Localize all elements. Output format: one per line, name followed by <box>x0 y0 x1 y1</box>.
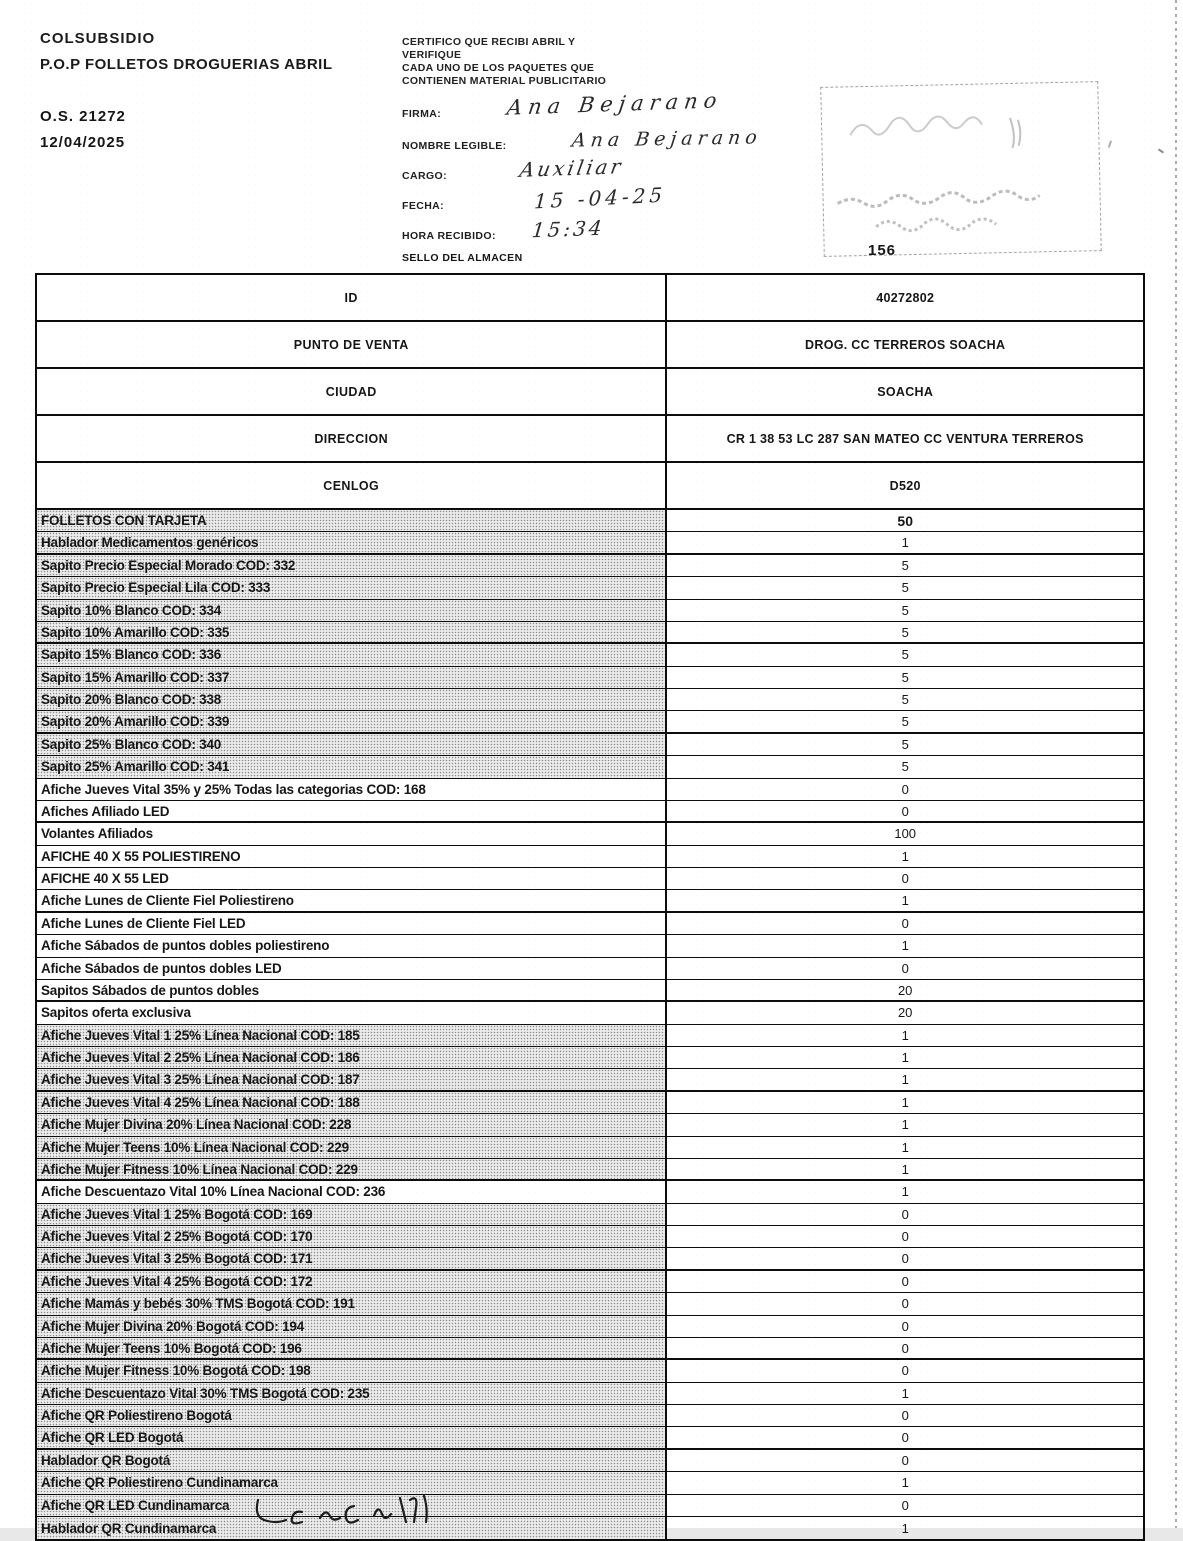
fecha-label: FECHA: <box>402 200 445 212</box>
item-qty-cell: 0 <box>901 1296 909 1312</box>
table-row <box>37 1271 1143 1293</box>
item-name-cell: Afiche Lunes de Cliente Fiel LED <box>37 913 667 934</box>
item-qty-cell: 1 <box>901 1385 909 1401</box>
item-qty-cell: 0 <box>901 1452 909 1468</box>
item-qty-cell: 1 <box>901 1161 909 1177</box>
item-name-cell: Afiche Jueves Vital 4 25% Bogotá COD: 172 <box>37 1271 667 1292</box>
item-qty-cell: 0 <box>901 1340 909 1356</box>
item-name-cell: Afiche QR LED Bogotá <box>37 1427 667 1447</box>
table-row <box>37 577 1143 599</box>
item-qty-cell: 5 <box>901 647 909 663</box>
delivery-table <box>35 273 1145 1541</box>
table-row <box>37 958 1143 980</box>
table-row <box>37 1360 1143 1382</box>
item-qty-cell: 1 <box>901 1027 909 1043</box>
table-row <box>37 1338 1143 1360</box>
item-name-cell: Afiche Jueves Vital 1 25% Bogotá COD: 169 <box>37 1204 667 1225</box>
certification-text <box>402 36 732 88</box>
table-row <box>37 1002 1143 1024</box>
table-row <box>37 667 1143 689</box>
handwritten-name: Ana Bejarano <box>570 126 764 152</box>
item-qty-cell: 0 <box>901 960 909 976</box>
item-name-cell: Afiche Mujer Divina 20% Línea Nacional COD: 228 <box>37 1114 667 1135</box>
item-qty-cell: 5 <box>901 736 909 752</box>
cargo-label: CARGO: <box>402 170 447 182</box>
table-row <box>37 1293 1143 1315</box>
item-name-cell: Afiche Mamás y bebés 30% TMS Bogotá COD: 191 <box>37 1293 667 1314</box>
scan-edge-artifact <box>1175 0 1177 1528</box>
item-qty-cell: 20 <box>897 1005 913 1021</box>
info-label-cell: PUNTO DE VENTA <box>37 322 667 367</box>
cert-line-1: CERTIFICO QUE RECIBI ABRIL Y <box>402 36 576 48</box>
table-row <box>37 644 1143 666</box>
table-row <box>37 1248 1143 1270</box>
table-row <box>37 935 1143 957</box>
item-qty-cell: 5 <box>901 692 909 708</box>
item-qty-cell: 1 <box>901 1520 909 1536</box>
table-row <box>37 913 1143 935</box>
item-qty-cell: 1 <box>901 1050 909 1066</box>
item-qty-cell: 5 <box>901 602 909 618</box>
item-name-cell: Sapito 10% Blanco COD: 334 <box>37 600 667 621</box>
info-label-cell: CIUDAD <box>37 369 667 414</box>
item-name-cell: Afiche QR LED Cundinamarca <box>37 1495 667 1516</box>
item-name-cell: Sapito 25% Blanco COD: 340 <box>37 734 667 755</box>
item-name-cell: Afiche Descuentazo Vital 10% Línea Nacional COD: 236 <box>37 1181 667 1202</box>
item-qty-cell: 0 <box>901 871 909 887</box>
item-name-cell: Afiche Mujer Teens 10% Bogotá COD: 196 <box>37 1338 667 1358</box>
item-qty-cell: 0 <box>901 1229 909 1245</box>
cert-line-4: CONTIENEN MATERIAL PUBLICITARIO <box>402 75 607 87</box>
table-row <box>37 532 1143 554</box>
item-qty-cell: 0 <box>901 1318 909 1334</box>
item-qty-cell: 0 <box>901 1251 909 1267</box>
document-date: 12/04/2025 <box>40 134 126 151</box>
table-row <box>37 868 1143 890</box>
item-qty-cell: 0 <box>901 915 909 931</box>
table-row <box>37 555 1143 577</box>
table-row <box>37 1316 1143 1338</box>
item-name-cell: AFICHE 40 X 55 LED <box>37 868 667 889</box>
info-table-row <box>37 275 1143 322</box>
item-qty-cell: 1 <box>901 1117 909 1133</box>
header-left <box>40 30 400 73</box>
item-name-cell: Afiche Jueves Vital 1 25% Línea Nacional COD: 185 <box>37 1025 667 1046</box>
item-name-cell: Volantes Afiliados <box>37 823 667 844</box>
item-qty-cell: 5 <box>901 580 909 596</box>
item-name-cell: Sapito 10% Amarillo COD: 335 <box>37 622 667 642</box>
item-name-cell: Afiche Jueves Vital 3 25% Bogotá COD: 171 <box>37 1248 667 1268</box>
page-title: P.O.P FOLLETOS DROGUERIAS ABRIL <box>40 56 333 73</box>
item-qty-cell: 1 <box>901 848 909 864</box>
table-row <box>37 1226 1143 1248</box>
handwritten-signature: Ana Bejarano <box>505 88 725 120</box>
item-name-cell: Hablador QR Bogotá <box>37 1450 667 1471</box>
item-qty-cell: 0 <box>901 803 909 819</box>
item-name-cell: Sapito Precio Especial Morado COD: 332 <box>37 555 667 576</box>
item-qty-cell: 0 <box>901 1363 909 1379</box>
item-qty-cell: 100 <box>894 826 917 842</box>
item-name-cell: Afiche Lunes de Cliente Fiel Poliestireno <box>37 890 667 910</box>
warehouse-stamp <box>820 81 1101 257</box>
signature-fields <box>402 88 822 256</box>
info-table-row <box>37 416 1143 463</box>
item-name-cell: Afiches Afiliado LED <box>37 801 667 821</box>
table-row <box>37 1069 1143 1091</box>
hora-label: HORA RECIBIDO: <box>402 230 496 242</box>
table-row <box>37 711 1143 733</box>
cert-line-3: CADA UNO DE LOS PAQUETES QUE <box>402 62 595 74</box>
table-row <box>37 1092 1143 1114</box>
item-name-cell: Sapito 20% Blanco COD: 338 <box>37 689 667 710</box>
item-qty-cell: 1 <box>901 1475 909 1491</box>
item-name-cell: Afiche QR Poliestireno Cundinamarca <box>37 1472 667 1493</box>
item-rows <box>37 510 1143 1539</box>
item-name-cell: Afiche Mujer Teens 10% Línea Nacional COD: 229 <box>37 1137 667 1158</box>
item-name-cell: Afiche Jueves Vital 4 25% Línea Nacional COD: 188 <box>37 1092 667 1113</box>
item-name-cell: AFICHE 40 X 55 POLIESTIRENO <box>37 846 667 867</box>
handwritten-role: Auxiliar <box>517 154 626 182</box>
item-name-cell: Hablador Medicamentos genéricos <box>37 532 667 552</box>
info-label-cell: DIRECCION <box>37 416 667 461</box>
item-qty-cell: 1 <box>901 1139 909 1155</box>
table-row <box>37 779 1143 801</box>
item-qty-cell: 1 <box>901 1072 909 1088</box>
table-row <box>37 890 1143 912</box>
table-row <box>37 622 1143 644</box>
item-name-cell: Sapito Precio Especial Lila COD: 333 <box>37 577 667 598</box>
field-fecha <box>402 182 822 226</box>
item-qty-cell: 0 <box>901 1206 909 1222</box>
table-row <box>37 1495 1143 1517</box>
table-row <box>37 756 1143 778</box>
stamp-scribble-icon <box>821 82 1100 256</box>
item-name-cell: Afiche Mujer Divina 20% Bogotá COD: 194 <box>37 1316 667 1337</box>
order-number: O.S. 21272 <box>40 108 126 125</box>
scan-speck <box>1158 148 1164 153</box>
item-qty-cell: 1 <box>901 1184 909 1200</box>
item-name-cell: Afiche Mujer Fitness 10% Bogotá COD: 198 <box>37 1360 667 1381</box>
stamp-number: 156 <box>868 242 897 259</box>
item-name-cell: Afiche Sábados de puntos dobles poliestireno <box>37 935 667 956</box>
item-name-cell: Afiche Jueves Vital 2 25% Bogotá COD: 170 <box>37 1226 667 1247</box>
item-qty-cell: 1 <box>901 938 909 954</box>
handwritten-date: 15 -04-25 <box>533 182 667 214</box>
item-name-cell: Afiche Mujer Fitness 10% Línea Nacional COD: 229 <box>37 1159 667 1179</box>
handwritten-time: 15:34 <box>530 215 606 243</box>
info-value-cell: DROG. CC TERREROS SOACHA <box>805 337 1006 352</box>
item-qty-cell: 0 <box>901 1497 909 1513</box>
item-qty-cell: 20 <box>897 982 913 998</box>
item-name-cell: Sapitos oferta exclusiva <box>37 1002 667 1023</box>
table-row <box>37 510 1143 532</box>
item-name-cell: Sapito 25% Amarillo COD: 341 <box>37 756 667 777</box>
table-row <box>37 1405 1143 1427</box>
table-row <box>37 846 1143 868</box>
item-qty-cell: 1 <box>901 535 909 551</box>
table-row <box>37 734 1143 756</box>
table-row <box>37 801 1143 823</box>
item-qty-cell: 0 <box>901 1273 909 1289</box>
info-value-cell: CR 1 38 53 LC 287 SAN MATEO CC VENTURA TERREROS <box>726 431 1084 446</box>
item-qty-cell: 50 <box>897 512 913 529</box>
table-row <box>37 1137 1143 1159</box>
table-row <box>37 1517 1143 1539</box>
item-name-cell: Afiche Descuentazo Vital 30% TMS Bogotá COD: 235 <box>37 1383 667 1404</box>
info-rows <box>37 275 1143 510</box>
item-qty-cell: 0 <box>901 781 909 797</box>
item-name-cell: Afiche QR Poliestireno Bogotá <box>37 1405 667 1426</box>
table-row <box>37 1025 1143 1047</box>
item-name-cell: Afiche Jueves Vital 2 25% Línea Nacional COD: 186 <box>37 1047 667 1068</box>
item-qty-cell: 0 <box>901 1430 909 1446</box>
item-name-cell: FOLLETOS CON TARJETA <box>37 510 667 531</box>
item-name-cell: Hablador QR Cundinamarca <box>37 1517 667 1539</box>
item-name-cell: Sapito 20% Amarillo COD: 339 <box>37 711 667 731</box>
item-name-cell: Afiche Jueves Vital 3 25% Línea Nacional COD: 187 <box>37 1069 667 1089</box>
info-value-cell: SOACHA <box>877 384 934 399</box>
sello-almacen-label: SELLO DEL ALMACEN <box>402 252 523 264</box>
item-qty-cell: 5 <box>901 714 909 730</box>
table-row <box>37 980 1143 1002</box>
table-row <box>37 1159 1143 1181</box>
company-name: COLSUBSIDIO <box>40 30 156 47</box>
item-qty-cell: 1 <box>901 1094 909 1110</box>
table-row <box>37 1047 1143 1069</box>
table-row <box>37 689 1143 711</box>
item-name-cell: Sapito 15% Amarillo COD: 337 <box>37 667 667 688</box>
table-row <box>37 1450 1143 1472</box>
scan-speck <box>1104 139 1112 148</box>
table-row <box>37 600 1143 622</box>
info-label-cell: ID <box>37 275 667 320</box>
item-name-cell: Sapito 15% Blanco COD: 336 <box>37 644 667 665</box>
item-qty-cell: 0 <box>901 1408 909 1424</box>
item-qty-cell: 5 <box>901 669 909 685</box>
cert-line-2: VERIFIQUE <box>402 49 462 61</box>
info-table-row <box>37 463 1143 510</box>
firma-label: FIRMA: <box>402 108 442 120</box>
item-qty-cell: 1 <box>901 893 909 909</box>
info-table-row <box>37 369 1143 416</box>
info-value-cell: 40272802 <box>876 290 935 305</box>
item-qty-cell: 5 <box>901 624 909 640</box>
table-row <box>37 1204 1143 1226</box>
table-row <box>37 823 1143 845</box>
table-row <box>37 1383 1143 1405</box>
item-name-cell: Afiche Jueves Vital 35% y 25% Todas las categorias COD: 168 <box>37 779 667 800</box>
table-row <box>37 1181 1143 1203</box>
info-table-row <box>37 322 1143 369</box>
info-label-cell: CENLOG <box>37 463 667 508</box>
nombre-label: NOMBRE LEGIBLE: <box>402 140 507 152</box>
handwritten-scribble <box>250 1494 510 1528</box>
table-row <box>37 1472 1143 1494</box>
info-value-cell: D520 <box>889 478 921 493</box>
item-name-cell: Afiche Sábados de puntos dobles LED <box>37 958 667 979</box>
item-qty-cell: 5 <box>901 557 909 573</box>
table-row <box>37 1114 1143 1136</box>
table-row <box>37 1427 1143 1449</box>
item-name-cell: Sapitos Sábados de puntos dobles <box>37 980 667 1000</box>
item-qty-cell: 5 <box>901 759 909 775</box>
